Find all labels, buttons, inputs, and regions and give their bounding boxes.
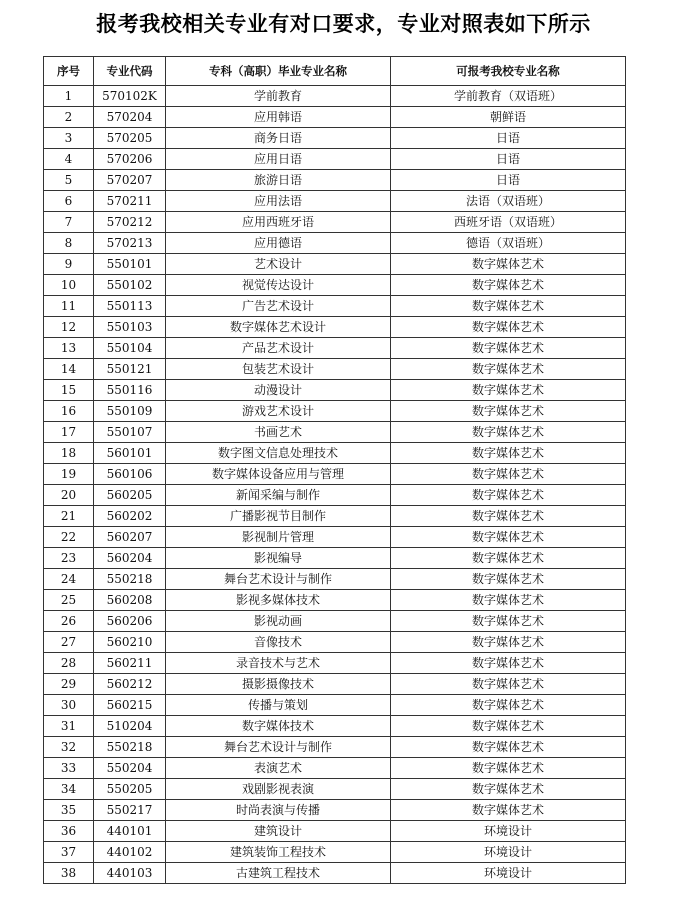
cell-code: 550218	[94, 569, 166, 590]
table-row	[44, 737, 626, 758]
cell-code: 560212	[94, 674, 166, 695]
cell-code: 570206	[94, 149, 166, 170]
cell-seq: 14	[44, 359, 94, 380]
cell-target-major: 数字媒体艺术	[391, 548, 626, 569]
cell-seq: 38	[44, 863, 94, 884]
cell-code: 550204	[94, 758, 166, 779]
cell-seq: 1	[44, 86, 94, 107]
cell-seq: 22	[44, 527, 94, 548]
table-row	[44, 359, 626, 380]
table-row	[44, 485, 626, 506]
cell-source-major: 摄影摄像技术	[166, 674, 391, 695]
cell-source-major: 影视编导	[166, 548, 391, 569]
cell-seq: 33	[44, 758, 94, 779]
header-source-major: 专科（高职）毕业专业名称	[166, 57, 391, 86]
cell-source-major: 数字图文信息处理技术	[166, 443, 391, 464]
cell-target-major: 数字媒体艺术	[391, 443, 626, 464]
cell-seq: 6	[44, 191, 94, 212]
cell-code: 560207	[94, 527, 166, 548]
table-row	[44, 338, 626, 359]
cell-target-major: 数字媒体艺术	[391, 422, 626, 443]
cell-code: 560210	[94, 632, 166, 653]
cell-source-major: 数字媒体艺术设计	[166, 317, 391, 338]
cell-source-major: 新闻采编与制作	[166, 485, 391, 506]
cell-seq: 29	[44, 674, 94, 695]
table-row	[44, 779, 626, 800]
cell-target-major: 数字媒体艺术	[391, 527, 626, 548]
cell-target-major: 数字媒体艺术	[391, 506, 626, 527]
cell-source-major: 影视动画	[166, 611, 391, 632]
cell-source-major: 视觉传达设计	[166, 275, 391, 296]
cell-source-major: 游戏艺术设计	[166, 401, 391, 422]
cell-seq: 21	[44, 506, 94, 527]
cell-code: 570211	[94, 191, 166, 212]
cell-target-major: 环境设计	[391, 842, 626, 863]
cell-code: 570204	[94, 107, 166, 128]
cell-target-major: 数字媒体艺术	[391, 485, 626, 506]
table-row	[44, 611, 626, 632]
cell-source-major: 商务日语	[166, 128, 391, 149]
cell-seq: 36	[44, 821, 94, 842]
cell-code: 440102	[94, 842, 166, 863]
cell-target-major: 法语（双语班）	[391, 191, 626, 212]
cell-target-major: 环境设计	[391, 863, 626, 884]
cell-code: 560202	[94, 506, 166, 527]
cell-seq: 8	[44, 233, 94, 254]
cell-code: 440103	[94, 863, 166, 884]
cell-target-major: 数字媒体艺术	[391, 464, 626, 485]
cell-code: 570213	[94, 233, 166, 254]
cell-code: 560106	[94, 464, 166, 485]
cell-target-major: 数字媒体艺术	[391, 779, 626, 800]
table-row	[44, 590, 626, 611]
cell-target-major: 日语	[391, 128, 626, 149]
cell-seq: 4	[44, 149, 94, 170]
table-row	[44, 317, 626, 338]
cell-source-major: 应用韩语	[166, 107, 391, 128]
cell-source-major: 数字媒体设备应用与管理	[166, 464, 391, 485]
table-row	[44, 233, 626, 254]
cell-target-major: 德语（双语班）	[391, 233, 626, 254]
cell-seq: 28	[44, 653, 94, 674]
table-header-row	[44, 57, 626, 86]
cell-code: 560101	[94, 443, 166, 464]
cell-source-major: 书画艺术	[166, 422, 391, 443]
cell-code: 550218	[94, 737, 166, 758]
major-correspondence-table	[43, 56, 626, 884]
table-row	[44, 212, 626, 233]
cell-code: 550103	[94, 317, 166, 338]
table-row	[44, 716, 626, 737]
cell-seq: 18	[44, 443, 94, 464]
cell-source-major: 影视制片管理	[166, 527, 391, 548]
cell-code: 570205	[94, 128, 166, 149]
cell-target-major: 数字媒体艺术	[391, 674, 626, 695]
cell-target-major: 日语	[391, 149, 626, 170]
cell-code: 560204	[94, 548, 166, 569]
cell-source-major: 古建筑工程技术	[166, 863, 391, 884]
table-row	[44, 275, 626, 296]
cell-code: 570207	[94, 170, 166, 191]
table-row	[44, 758, 626, 779]
cell-target-major: 数字媒体艺术	[391, 380, 626, 401]
cell-code: 550116	[94, 380, 166, 401]
cell-target-major: 朝鲜语	[391, 107, 626, 128]
cell-seq: 7	[44, 212, 94, 233]
cell-code: 560206	[94, 611, 166, 632]
cell-target-major: 西班牙语（双语班）	[391, 212, 626, 233]
cell-code: 570212	[94, 212, 166, 233]
cell-target-major: 日语	[391, 170, 626, 191]
cell-code: 560208	[94, 590, 166, 611]
cell-seq: 16	[44, 401, 94, 422]
cell-seq: 34	[44, 779, 94, 800]
cell-seq: 35	[44, 800, 94, 821]
cell-target-major: 数字媒体艺术	[391, 611, 626, 632]
table-row	[44, 527, 626, 548]
cell-seq: 31	[44, 716, 94, 737]
table-row	[44, 107, 626, 128]
header-seq: 序号	[44, 57, 94, 86]
table-row	[44, 191, 626, 212]
table-row	[44, 863, 626, 884]
cell-target-major: 数字媒体艺术	[391, 254, 626, 275]
cell-target-major: 数字媒体艺术	[391, 338, 626, 359]
cell-source-major: 传播与策划	[166, 695, 391, 716]
cell-code: 570102K	[94, 86, 166, 107]
cell-source-major: 应用日语	[166, 149, 391, 170]
cell-seq: 24	[44, 569, 94, 590]
table-row	[44, 401, 626, 422]
table-row	[44, 422, 626, 443]
cell-code: 560215	[94, 695, 166, 716]
cell-source-major: 应用德语	[166, 233, 391, 254]
cell-source-major: 艺术设计	[166, 254, 391, 275]
table-row	[44, 548, 626, 569]
cell-seq: 32	[44, 737, 94, 758]
cell-code: 550101	[94, 254, 166, 275]
cell-source-major: 包装艺术设计	[166, 359, 391, 380]
cell-source-major: 建筑设计	[166, 821, 391, 842]
table-row	[44, 653, 626, 674]
cell-source-major: 戏剧影视表演	[166, 779, 391, 800]
table-row	[44, 695, 626, 716]
cell-code: 440101	[94, 821, 166, 842]
table-row	[44, 149, 626, 170]
cell-source-major: 广播影视节目制作	[166, 506, 391, 527]
table-row	[44, 380, 626, 401]
cell-source-major: 学前教育	[166, 86, 391, 107]
cell-target-major: 数字媒体艺术	[391, 401, 626, 422]
cell-code: 550107	[94, 422, 166, 443]
cell-source-major: 动漫设计	[166, 380, 391, 401]
cell-seq: 27	[44, 632, 94, 653]
cell-source-major: 舞台艺术设计与制作	[166, 737, 391, 758]
cell-code: 550104	[94, 338, 166, 359]
cell-code: 550121	[94, 359, 166, 380]
cell-seq: 19	[44, 464, 94, 485]
cell-target-major: 数字媒体艺术	[391, 275, 626, 296]
cell-code: 550217	[94, 800, 166, 821]
cell-target-major: 数字媒体艺术	[391, 296, 626, 317]
cell-seq: 2	[44, 107, 94, 128]
cell-seq: 26	[44, 611, 94, 632]
cell-source-major: 录音技术与艺术	[166, 653, 391, 674]
cell-target-major: 数字媒体艺术	[391, 758, 626, 779]
cell-seq: 12	[44, 317, 94, 338]
cell-target-major: 数字媒体艺术	[391, 716, 626, 737]
cell-code: 550113	[94, 296, 166, 317]
cell-target-major: 数字媒体艺术	[391, 695, 626, 716]
cell-source-major: 数字媒体技术	[166, 716, 391, 737]
cell-seq: 11	[44, 296, 94, 317]
table-row	[44, 464, 626, 485]
cell-target-major: 数字媒体艺术	[391, 653, 626, 674]
cell-seq: 5	[44, 170, 94, 191]
cell-source-major: 应用西班牙语	[166, 212, 391, 233]
cell-seq: 25	[44, 590, 94, 611]
cell-target-major: 数字媒体艺术	[391, 359, 626, 380]
table-row	[44, 170, 626, 191]
cell-source-major: 应用法语	[166, 191, 391, 212]
cell-source-major: 建筑装饰工程技术	[166, 842, 391, 863]
page-title: 报考我校相关专业有对口要求，专业对照表如下所示	[96, 12, 591, 36]
table-row	[44, 569, 626, 590]
cell-source-major: 旅游日语	[166, 170, 391, 191]
table-row	[44, 800, 626, 821]
table-row	[44, 296, 626, 317]
cell-seq: 23	[44, 548, 94, 569]
table-row	[44, 842, 626, 863]
table-row	[44, 632, 626, 653]
cell-target-major: 数字媒体艺术	[391, 569, 626, 590]
cell-seq: 10	[44, 275, 94, 296]
cell-target-major: 学前教育（双语班）	[391, 86, 626, 107]
cell-source-major: 影视多媒体技术	[166, 590, 391, 611]
cell-target-major: 数字媒体艺术	[391, 632, 626, 653]
table-row	[44, 128, 626, 149]
cell-target-major: 环境设计	[391, 821, 626, 842]
table-row	[44, 506, 626, 527]
table-row	[44, 443, 626, 464]
cell-seq: 15	[44, 380, 94, 401]
cell-source-major: 广告艺术设计	[166, 296, 391, 317]
header-target-major: 可报考我校专业名称	[391, 57, 626, 86]
header-code: 专业代码	[94, 57, 166, 86]
cell-code: 550109	[94, 401, 166, 422]
cell-source-major: 音像技术	[166, 632, 391, 653]
cell-target-major: 数字媒体艺术	[391, 590, 626, 611]
cell-code: 560205	[94, 485, 166, 506]
table-row	[44, 254, 626, 275]
cell-seq: 9	[44, 254, 94, 275]
cell-source-major: 舞台艺术设计与制作	[166, 569, 391, 590]
cell-source-major: 表演艺术	[166, 758, 391, 779]
cell-seq: 17	[44, 422, 94, 443]
cell-code: 550102	[94, 275, 166, 296]
cell-target-major: 数字媒体艺术	[391, 317, 626, 338]
table-row	[44, 821, 626, 842]
table-row	[44, 86, 626, 107]
cell-seq: 3	[44, 128, 94, 149]
cell-source-major: 产品艺术设计	[166, 338, 391, 359]
cell-target-major: 数字媒体艺术	[391, 737, 626, 758]
table-body	[44, 86, 626, 884]
cell-seq: 30	[44, 695, 94, 716]
cell-seq: 13	[44, 338, 94, 359]
table-row	[44, 674, 626, 695]
cell-seq: 20	[44, 485, 94, 506]
cell-code: 560211	[94, 653, 166, 674]
cell-code: 550205	[94, 779, 166, 800]
cell-seq: 37	[44, 842, 94, 863]
cell-target-major: 数字媒体艺术	[391, 800, 626, 821]
cell-source-major: 时尚表演与传播	[166, 800, 391, 821]
cell-code: 510204	[94, 716, 166, 737]
